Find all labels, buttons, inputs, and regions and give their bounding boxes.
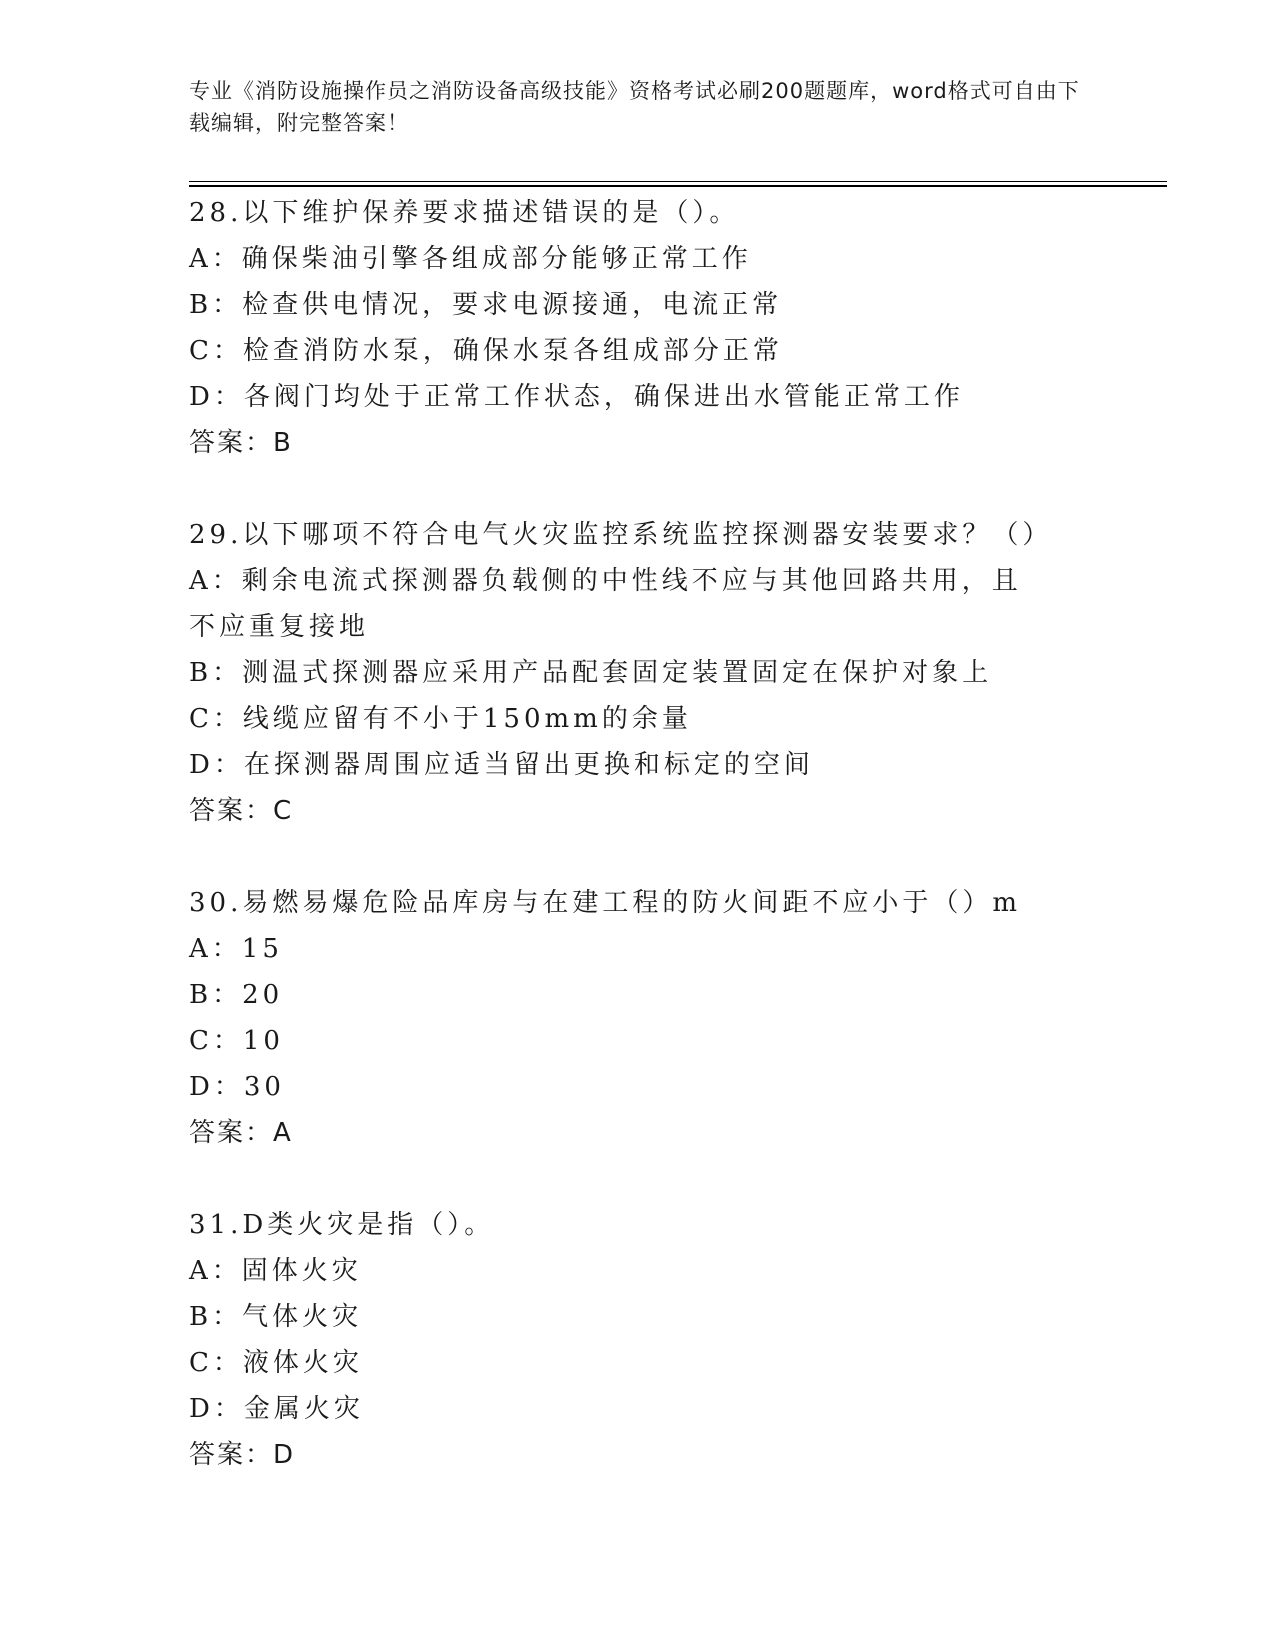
option-a: A：固体火灾 <box>189 1256 362 1286</box>
document-header: 专业《消防设施操作员之消防设备高级技能》资格考试必刷200题题库，word格式可自由下载编辑，附完整答案！ <box>189 79 1080 135</box>
question-stem: 30.易燃易爆危险品库房与在建工程的防火间距不应小于（）m <box>189 888 1022 918</box>
option-c: C：检查消防水泵，确保水泵各组成部分正常 <box>189 336 783 366</box>
question-31 <box>189 1202 1169 1478</box>
question-list <box>189 190 1169 1524</box>
option-b: B：测温式探测器应采用产品配套固定装置固定在保护对象上 <box>189 658 993 688</box>
answer-line: 答案：C <box>189 796 294 826</box>
question-28 <box>189 190 1169 466</box>
answer-line: 答案：D <box>189 1440 296 1470</box>
option-b: B：气体火灾 <box>189 1302 363 1332</box>
question-29 <box>189 512 1169 834</box>
question-stem: 31.D类火灾是指（）。 <box>189 1210 495 1240</box>
option-b: B：检查供电情况，要求电源接通，电流正常 <box>189 290 783 320</box>
option-d: D：在探测器周围应适当留出更换和标定的空间 <box>189 750 814 780</box>
option-d: D：金属火灾 <box>189 1394 364 1424</box>
question-stem: 28.以下维护保养要求描述错误的是（）。 <box>189 198 740 228</box>
option-d: D：30 <box>189 1072 285 1102</box>
option-c: C：线缆应留有不小于150mm的余量 <box>189 704 692 734</box>
answer-line: 答案：B <box>189 428 293 458</box>
option-c: C：液体火灾 <box>189 1348 363 1378</box>
option-a: A：剩余电流式探测器负载侧的中性线不应与其他回路共用，且不应重复接地 <box>189 566 1022 642</box>
option-c: C：10 <box>189 1026 284 1056</box>
option-b: B：20 <box>189 980 284 1010</box>
question-30 <box>189 880 1169 1156</box>
option-a: A：15 <box>189 934 283 964</box>
question-stem: 29.以下哪项不符合电气火灾监控系统监控探测器安装要求？（） <box>189 520 1053 550</box>
header-divider-thick <box>189 185 1167 187</box>
option-d: D：各阀门均处于正常工作状态，确保进出水管能正常工作 <box>189 382 964 412</box>
answer-line: 答案：A <box>189 1118 293 1148</box>
header-divider-thin <box>189 181 1167 182</box>
option-a: A：确保柴油引擎各组成部分能够正常工作 <box>189 244 752 274</box>
